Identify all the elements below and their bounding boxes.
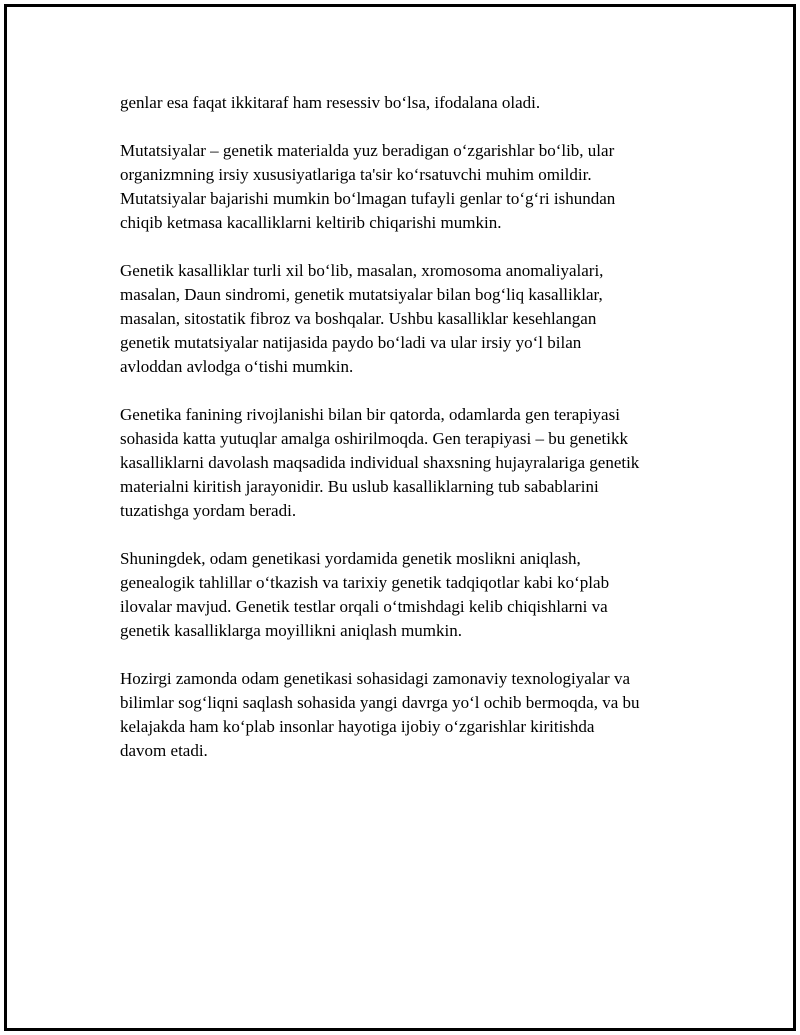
text-line: genetik mutatsiyalar natijasida paydo boʻladi va ular irsiy yoʻl bilan xyxy=(120,333,582,352)
document-body xyxy=(120,91,720,787)
text-line: Genetika fanining rivojlanishi bilan bir qatorda, odamlarda gen terapiyasi xyxy=(120,405,620,424)
paragraph-gene-therapy xyxy=(120,403,720,523)
text-line: genetik kasalliklarga moyillikni aniqlash mumkin. xyxy=(120,621,462,640)
text-line: sohasida katta yutuqlar amalga oshirilmoqda. Gen terapiyasi – bu genetikk xyxy=(120,429,628,448)
text-line: tuzatishga yordam beradi. xyxy=(120,501,297,520)
text-line: Shuningdek, odam genetikasi yordamida genetik moslikni aniqlash, xyxy=(120,549,581,568)
text-line: kelajakda ham koʻplab insonlar hayotiga ijobiy oʻzgarishlar kiritishda xyxy=(120,717,595,736)
text-line: Hozirgi zamonda odam genetikasi sohasidagi zamonaviy texnologiyalar va xyxy=(120,669,631,688)
text-line: bilimlar sogʻliqni saqlash sohasida yangi davrga yoʻl ochib bermoqda, va bu xyxy=(120,693,640,712)
text-line: chiqib ketmasa kacalliklarni keltirib chiqarishi mumkin. xyxy=(120,213,502,232)
text-line: ilovalar mavjud. Genetik testlar orqali oʻtmishdagi kelib chiqishlarni va xyxy=(120,597,608,616)
text-line: masalan, sitostatik fibroz va boshqalar. Ushbu kasalliklar kesehlangan xyxy=(120,309,597,328)
paragraph-genetic-testing xyxy=(120,547,720,643)
paragraph-modern-technologies xyxy=(120,667,720,763)
text-line: Mutatsiyalar bajarishi mumkin boʻlmagan tufayli genlar toʻgʻri ishundan xyxy=(120,189,616,208)
text-line: avloddan avlodga oʻtishi mumkin. xyxy=(120,357,354,376)
text-line: organizmning irsiy xususiyatlariga ta'sir koʻrsatuvchi muhim omildir. xyxy=(120,165,592,184)
text-line: kasalliklarni davolash maqsadida individual shaxsning hujayralariga genetik xyxy=(120,453,640,472)
paragraph-genetic-diseases xyxy=(120,259,720,379)
text-line: Genetik kasalliklar turli xil boʻlib, masalan, xromosoma anomaliyalari, xyxy=(120,261,604,280)
text-line: masalan, Daun sindromi, genetik mutatsiyalar bilan bogʻliq kasalliklar, xyxy=(120,285,603,304)
text-line: materialni kiritish jarayonidir. Bu uslub kasalliklarning tub sabablarini xyxy=(120,477,599,496)
paragraph-genes-recessive xyxy=(120,91,720,115)
text-line: Mutatsiyalar – genetik materialda yuz beradigan oʻzgarishlar boʻlib, ular xyxy=(120,141,615,160)
paragraph-mutations xyxy=(120,139,720,235)
text-line: davom etadi. xyxy=(120,741,208,760)
text-line: genlar esa faqat ikkitaraf ham resessiv boʻlsa, ifodalana oladi. xyxy=(120,93,541,112)
text-line: genealogik tahlillar oʻtkazish va tarixiy genetik tadqiqotlar kabi koʻplab xyxy=(120,573,610,592)
page-frame xyxy=(4,4,796,1031)
